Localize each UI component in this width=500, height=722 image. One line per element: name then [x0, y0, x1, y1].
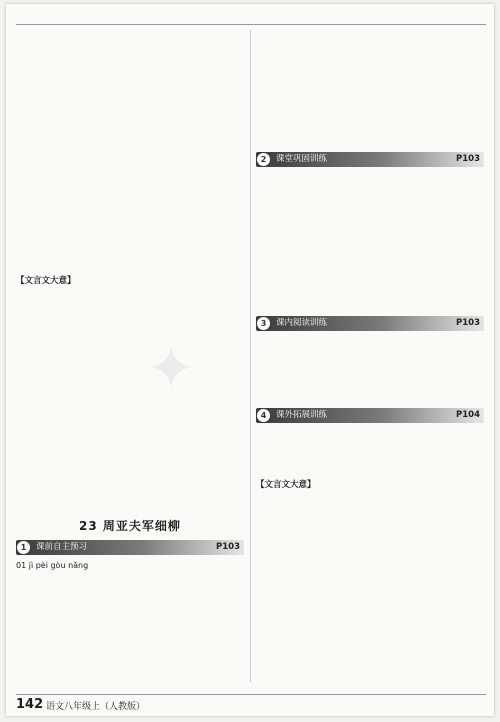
- answer-block: [256, 102, 484, 146]
- translation-text: [256, 493, 484, 559]
- page-footer: [16, 694, 486, 713]
- right-column: [256, 30, 484, 682]
- section-label: 课内阅读训练: [276, 318, 328, 328]
- section-label: 课外拓展训练: [276, 410, 328, 420]
- answer-block: [256, 428, 484, 472]
- answer-block: [16, 102, 244, 146]
- answer-block: [16, 152, 244, 196]
- answer-block: [256, 336, 484, 402]
- answer-block: [256, 30, 484, 96]
- answer-key-page: [6, 4, 494, 716]
- section-label: 课堂巩固训练: [276, 154, 328, 164]
- section-page-ref: P103: [216, 542, 240, 552]
- answer-block: [16, 202, 244, 268]
- section-page-ref: P104: [456, 410, 480, 420]
- answer-line: 01 jì pèi gòu nǎng: [16, 561, 89, 570]
- section-label: 课前自主预习: [36, 542, 88, 552]
- section-band: [256, 316, 484, 331]
- answer-block: [16, 30, 244, 96]
- watermark: ✦: [146, 334, 203, 404]
- section-tag: 【文言文大意】: [16, 276, 76, 286]
- section-page-ref: P103: [456, 318, 480, 328]
- section-band: [256, 152, 484, 167]
- translation-text: [16, 289, 244, 355]
- page-number: 142: [16, 697, 44, 712]
- section-band: [256, 408, 484, 423]
- answer-block: [256, 244, 484, 310]
- column-divider: [250, 30, 251, 682]
- book-title: 语文八年级上（人教版）: [46, 702, 146, 712]
- section-number: 1: [17, 541, 30, 554]
- left-column: [16, 30, 244, 682]
- section-number: 4: [257, 409, 270, 422]
- answer-block: [16, 361, 244, 405]
- section-tag: 【文言文大意】: [256, 480, 316, 490]
- lesson-title: 23 周亚夫军细柳: [79, 519, 181, 533]
- section-page-ref: P103: [456, 154, 480, 164]
- page-header: [16, 8, 486, 25]
- section-number: 2: [257, 153, 270, 166]
- answer-block: [16, 483, 244, 509]
- section-band: [16, 540, 244, 555]
- answer-block: [256, 172, 484, 238]
- answer-block: [16, 411, 244, 477]
- section-number: 3: [257, 317, 270, 330]
